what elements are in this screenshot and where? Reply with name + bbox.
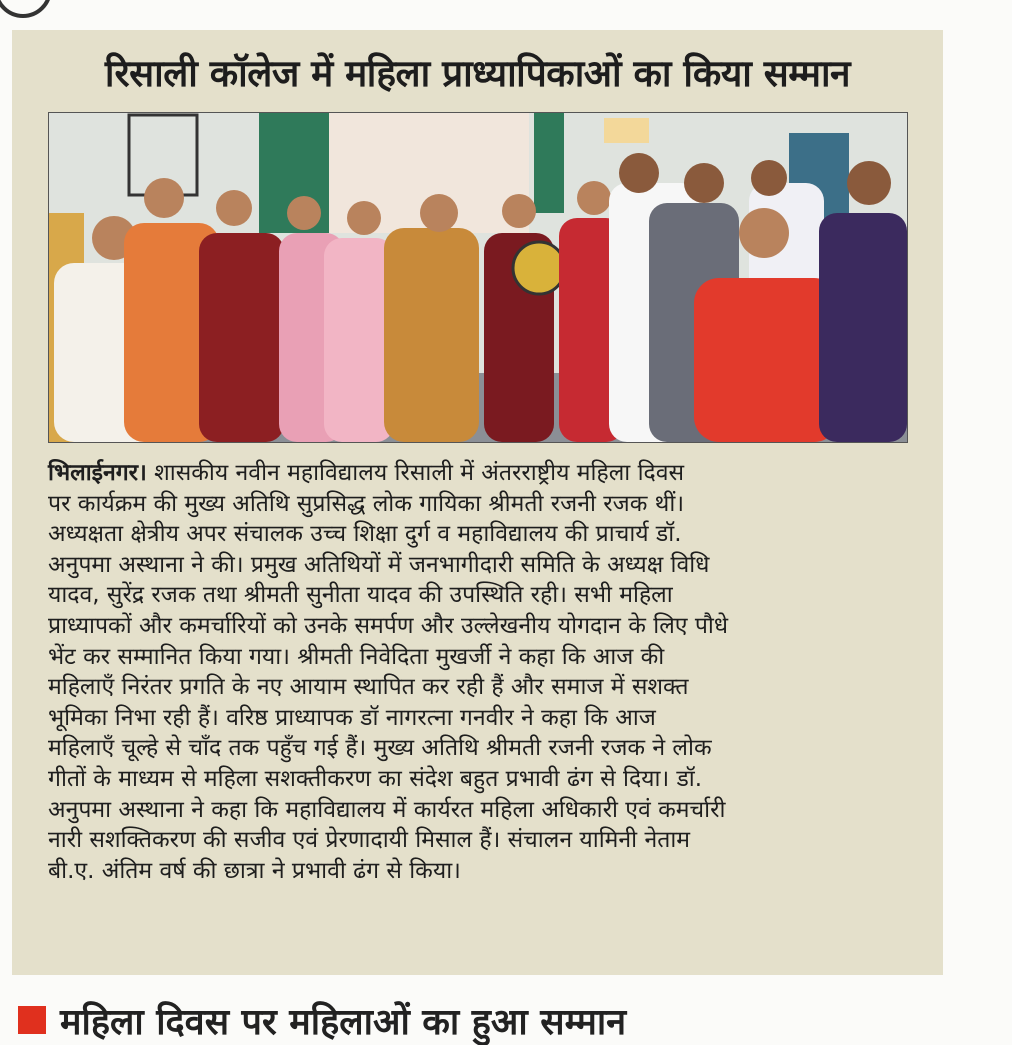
article-line: यादव, सुरेंद्र रजक तथा श्रीमती सुनीता यादव की उपस्थिति रही। सभी महिला <box>48 582 673 609</box>
article-line: गीतों के माध्यम से महिला सशक्तीकरण का संदेश बहुत प्रभावी ढंग से दिया। डॉ. <box>48 765 703 792</box>
article-line: अध्यक्षता क्षेत्रीय अपर संचालक उच्च शिक्षा दुर्ग व महाविद्यालय की प्राचार्य डॉ. <box>48 521 682 548</box>
article-headline: रिसाली कॉलेज में महिला प्राध्यापिकाओं का किया सम्मान <box>104 52 851 95</box>
article-line: महिलाएँ चूल्हे से चाँद तक पहुँच गई हैं। मुख्य अतिथि श्रीमती रजनी रजक ने लोक <box>48 735 712 762</box>
dateline: भिलाईनगर। <box>48 460 147 486</box>
article-line: भूमिका निभा रही हैं। वरिष्ठ प्राध्यापक डॉ नागरत्ना गनवीर ने कहा कि आज <box>48 704 656 731</box>
group-photo-illustration <box>49 113 907 442</box>
article-line-text: शासकीय नवीन महाविद्यालय रिसाली में अंतरराष्ट्रीय महिला दिवस <box>146 460 685 486</box>
article-line: बी.ए. अंतिम वर्ष की छात्रा ने प्रभावी ढंग से किया। <box>48 857 461 884</box>
article-line: नारी सशक्तिकरण की सजीव एवं प्रेरणादायी मिसाल हैं। संचालन यामिनी नेताम <box>48 827 691 854</box>
article-line: अनुपमा अस्थाना ने की। प्रमुख अतिथियों में जनभागीदारी समिति के अध्यक्ष विधि <box>48 551 710 578</box>
article-line: पर कार्यक्रम की मुख्य अतिथि सुप्रसिद्ध लोक गायिका श्रीमती रजनी रजक थीं। <box>48 490 685 517</box>
article-line <box>48 458 918 489</box>
article-line: अनुपमा अस्थाना ने कहा कि महाविद्यालय में कार्यरत महिला अधिकारी एवं कमर्चारी <box>48 796 726 823</box>
red-square-bullet-icon <box>18 1006 46 1034</box>
article-line: महिलाएँ निरंतर प्रगति के नए आयाम स्थापित कर रही हैं और समाज में सशक्त <box>48 674 689 701</box>
event-photo <box>48 112 908 443</box>
next-headline-text: महिला दिवस पर महिलाओं का हुआ सम्मान <box>60 1002 627 1043</box>
article-body <box>48 458 918 886</box>
article-line: भेंट कर सम्मानित किया गया। श्रीमती निवेदिता मुखर्जी ने कहा कि आज की <box>48 643 665 670</box>
newspaper-logo-fragment <box>0 0 52 18</box>
news-clipping <box>12 30 943 975</box>
next-article-headline <box>18 996 627 1043</box>
article-line: प्राध्यापकों और कमर्चारियों को उनके समर्पण और उल्लेखनीय योगदान के लिए पौधे <box>48 612 728 639</box>
